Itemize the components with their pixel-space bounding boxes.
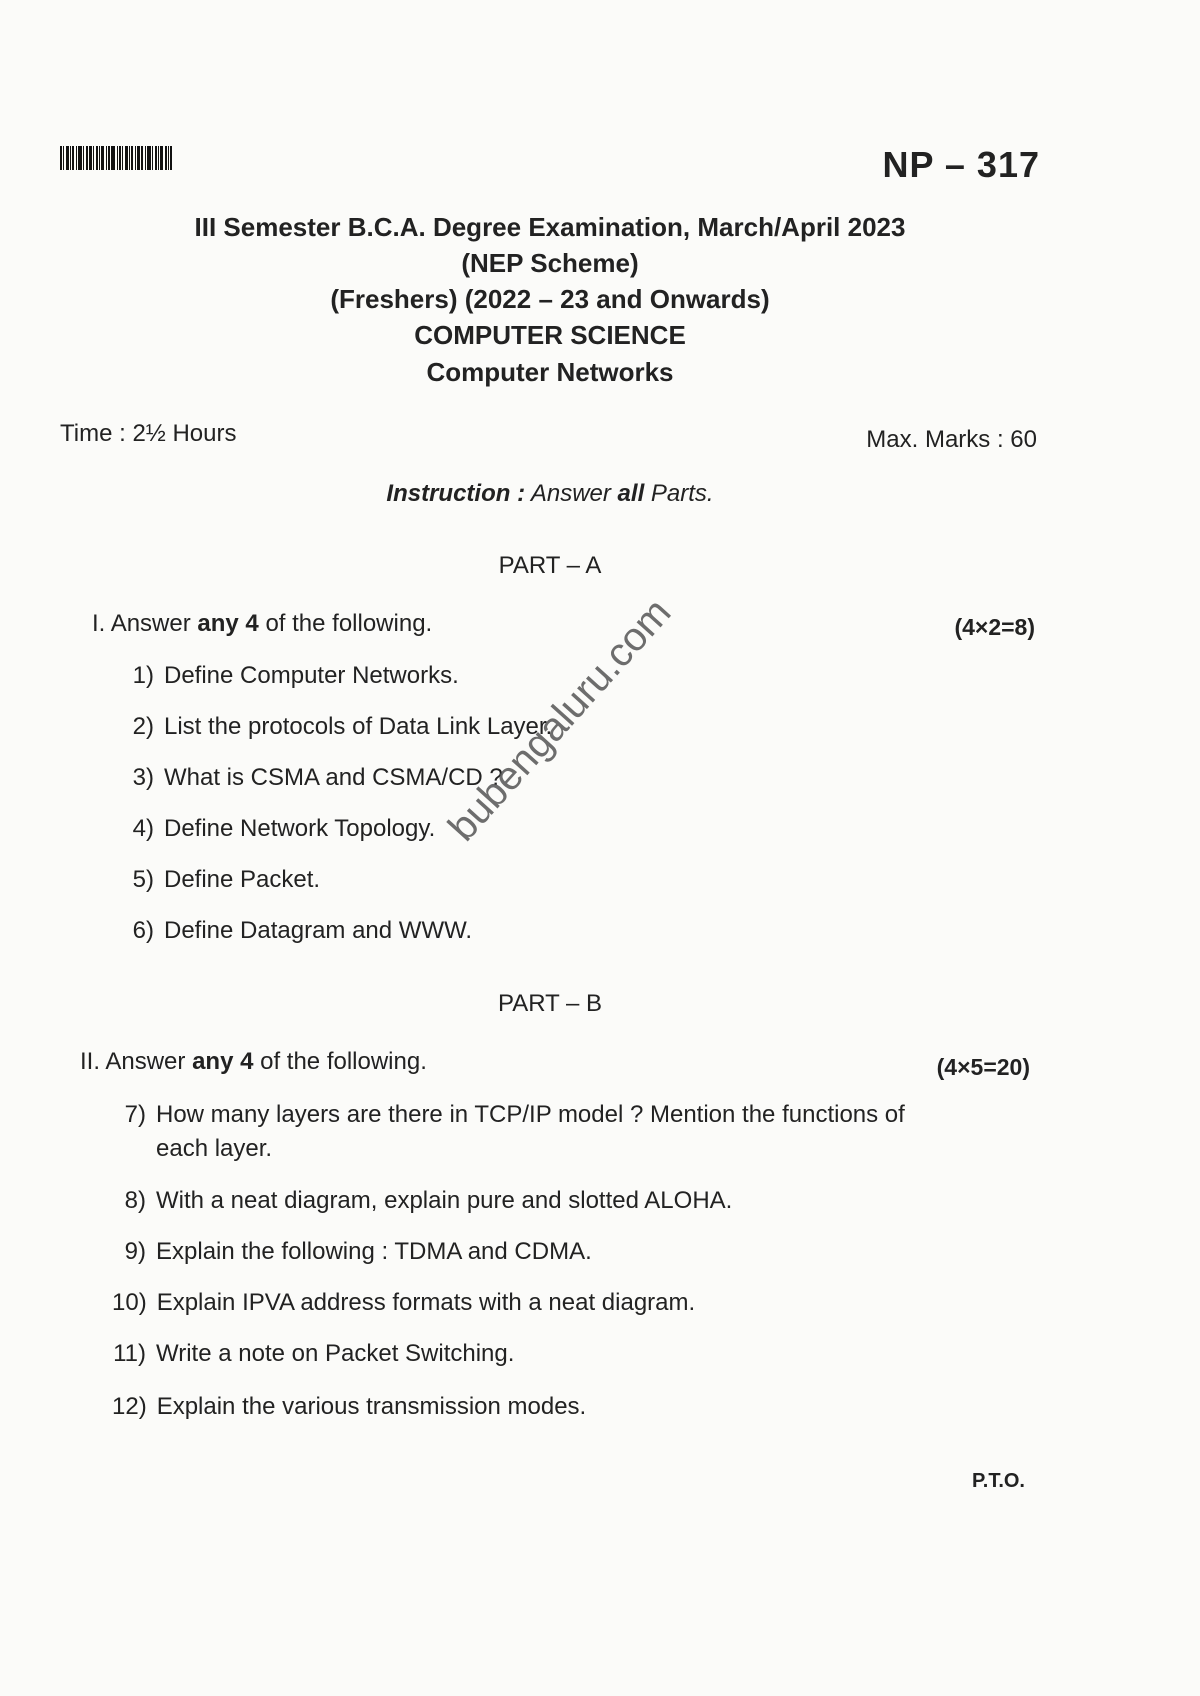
question-number: 10) (112, 1289, 147, 1316)
question-text: Write a note on Packet Switching. (156, 1340, 515, 1367)
paper-code: NP – 317 (882, 144, 1040, 185)
part-a-marks: (4×2=8) (954, 614, 1035, 640)
question-text: Explain IPVA address formats with a neat diagram. (156, 1289, 696, 1316)
question-text: Define Network Topology. (164, 815, 436, 842)
part-b-marks: (4×5=20) (936, 1054, 1030, 1080)
question-number: 3) (132, 764, 154, 791)
question (112, 1286, 695, 1320)
exam-title: III Semester B.C.A. Degree Examination, March/April 2023 (194, 212, 906, 242)
question-text: Define Packet. (164, 866, 321, 893)
question-text: What is CSMA and CSMA/CD ? (164, 764, 503, 791)
question (120, 761, 503, 795)
instruction-pre: Answer (530, 480, 611, 507)
part-b-section (80, 1048, 427, 1076)
barcode (60, 146, 220, 170)
part-b-section-bold: any 4 (192, 1048, 254, 1075)
part-b-roman: II. (80, 1048, 101, 1075)
part-b-section-post: of the following. (260, 1048, 427, 1075)
question-text: Define Datagram and WWW. (164, 917, 473, 944)
question-number: 1) (132, 662, 154, 689)
question-text: Explain the following : TDMA and CDMA. (156, 1238, 592, 1265)
part-b-title: PART – B (497, 990, 603, 1017)
question-number: 2) (132, 713, 154, 740)
exam-time: Time : 2½ Hours (60, 420, 237, 447)
question-number: 5) (132, 866, 154, 893)
exam-batch: (Freshers) (2022 – 23 and Onwards) (330, 284, 770, 314)
instruction-label: Instruction : (386, 480, 526, 507)
part-a-section (92, 610, 432, 638)
part-a-roman: I. (92, 610, 106, 637)
pto-marker: P.T.O. (972, 1470, 1025, 1492)
question (112, 1235, 592, 1269)
question-number: 6) (132, 917, 154, 944)
question-text: List the protocols of Data Link Layer. (164, 713, 553, 740)
exam-scheme: (NEP Scheme) (461, 248, 639, 278)
instruction-post: Parts. (650, 480, 714, 507)
question (120, 863, 320, 897)
question (112, 1098, 905, 1166)
question-number: 11) (113, 1340, 146, 1367)
question (120, 659, 459, 693)
question-number: 12) (112, 1393, 147, 1420)
question (112, 1337, 514, 1371)
subject: COMPUTER SCIENCE (414, 320, 686, 350)
question-number: 8) (124, 1187, 146, 1214)
max-marks: Max. Marks : 60 (866, 426, 1037, 453)
question (112, 1184, 732, 1218)
question (112, 1390, 586, 1424)
watermark: bubengaluru.com (440, 590, 680, 850)
part-a-section-pre: Answer (110, 610, 191, 637)
question-text-continued: each layer. (156, 1135, 273, 1162)
question-text: With a neat diagram, explain pure and slotted ALOHA. (156, 1187, 733, 1214)
part-a-section-post: of the following. (265, 610, 433, 637)
question-text: Define Computer Networks. (164, 662, 459, 689)
course-name: Computer Networks (426, 357, 674, 387)
question (120, 812, 435, 846)
part-a-section-bold: any 4 (197, 610, 259, 637)
question (120, 914, 472, 948)
question-text: How many layers are there in TCP/IP model ? Mention the functions of (156, 1101, 905, 1128)
question-number: 7) (124, 1101, 146, 1128)
question (120, 710, 552, 744)
instruction (0, 480, 1100, 508)
part-b-section-pre: Answer (105, 1048, 186, 1075)
question-number: 4) (132, 815, 154, 842)
instruction-bold: all (617, 480, 645, 507)
question-text: Explain the various transmission modes. (156, 1393, 587, 1420)
question-number: 9) (124, 1238, 146, 1265)
question-text-block (156, 1098, 905, 1166)
part-a-title: PART – A (498, 552, 602, 579)
